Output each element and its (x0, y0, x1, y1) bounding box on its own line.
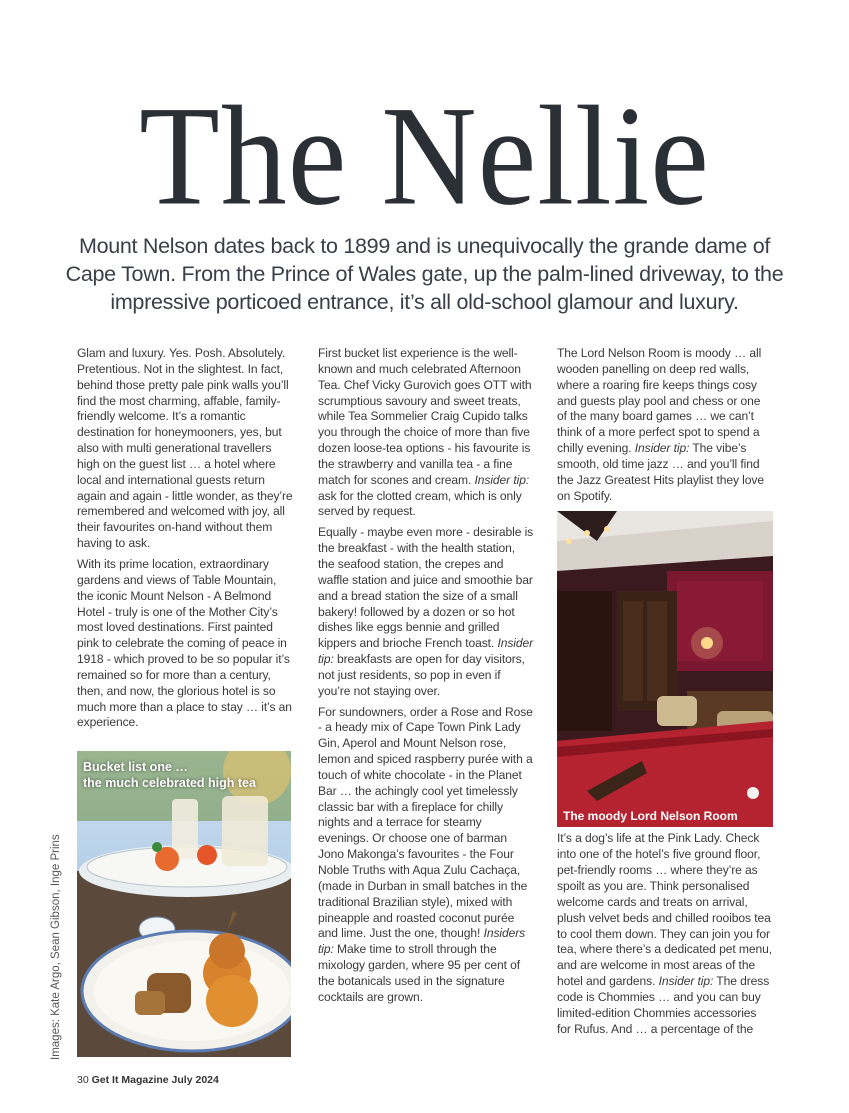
folio (77, 1074, 219, 1086)
paragraph-text: It’s a dog’s life at the Pink Lady. Check into one of the hotel’s five ground floor, pet-friendly rooms … where they’re as spoilt as you are. Think personalised welcome cards and treats on arrival, plush velvet beds and chilled rooibos tea to cool them down. They can join you for tea, where there’s a dedicated pet menu, and are welcome in most areas of the hotel and gardens. (557, 831, 772, 989)
high-tea-photo (77, 751, 291, 1057)
page-title: The Nellie (139, 76, 710, 235)
page-number: 30 (77, 1074, 89, 1086)
insider-tip-text: The dress code is Chommies … and you can buy limited-edition Chommies accessories for Rufus. And … a percentage of the (557, 974, 770, 1036)
caption-line: the much celebrated high tea (83, 776, 256, 790)
caption-line: Bucket list one … (83, 760, 188, 774)
insider-tip-label: Insider tip: (318, 636, 534, 667)
insider-tip-text: The vibe’s smooth, old time jazz … and you’ll find the Jazz Greatest Hits playlist they love on Spotify. (557, 441, 764, 503)
standfirst: Mount Nelson dates back to 1899 and is unequivocally the grande dame of Cape Town. From the Prince of Wales gate, up the palm-lined driveway, to the impressive porticoed entrance, it’s all old-school glamour and luxury. (65, 234, 784, 314)
insider-tip-label: Insider tip: (474, 472, 530, 487)
paragraph (557, 831, 773, 1037)
insider-tip-label: Insiders tip: (318, 926, 526, 957)
insider-tip-text: breakfasts are open for day visitors, not just residents, so pop in even if you’re not staying over. (318, 652, 525, 698)
insider-tip-text: ask for the clotted cream, which is only served by request. (318, 488, 522, 519)
insider-tip-label: Insider tip: (634, 441, 690, 456)
paragraph: Glam and luxury. Yes. Posh. Absolutely. Pretentious. Not in the slightest. In fact, behind those pretty pale pink walls you’ll find the most charming, affable, family-friendly welcome. It’s a romantic destination for honeymooners, yes, but also with multi generational travellers high on the guest list … a hotel where local and international guests return again and again - little wonder, as they’re remembered and welcomed with joy, all their favourites on-hand without them having to ask. (77, 346, 293, 551)
paragraph (318, 525, 534, 699)
issue-date: July 2024 (171, 1074, 219, 1086)
paragraph-text: The Lord Nelson Room is moody … all wooden panelling on deep red walls, where a roaring fire keeps things cosy and guests play pool and chess or one of the many board games … we can’t think of a more perfect spot to spend a chilly evening. (557, 346, 762, 456)
high-tea-illustration (77, 751, 291, 1057)
paragraph-text: For sundowners, order a Rose and Rose - a heady mix of Cape Town Pink Lady Gin, Aperol and Mount Nelson rose, lemon and spiced raspberry purée with a touch of white chocolate - in the Planet Bar … the achingly cool yet timelessly classic bar with a fireplace for chilly nights and a terrace for steamy evenings. Or choose one of barman Jono Makonga’s favourites - the Four Noble Truths with Aqua Zulu Cachaça, (made in Durban in small batches in the traditional Brazilian style), mixed with pineapple and roasted coconut purée and lime. Just the one, though! (318, 704, 533, 941)
magazine-name: Get It Magazine (91, 1074, 169, 1086)
photo-caption: The moody Lord Nelson Room (557, 805, 744, 827)
photo-caption (83, 759, 256, 791)
paragraph-text: First bucket list experience is the well-known and much celebrated Afternoon Tea. Chef Vicky Gurovich goes OTT with scrumptious savoury and sweet treats, while Tea Sommelier Craig Cupido talks you through the choice of more than five dozen loose-tea options - his favourite is the strawberry and vanilla tea - a fine match for scones and cream. (318, 346, 532, 487)
column-2 (318, 346, 534, 1011)
insider-tip-text: Make time to stroll through the mixology garden, where 95 per cent of the botanicals used in the signature cocktails are grown. (318, 942, 521, 1004)
insider-tip-label: Insider tip: (658, 974, 714, 989)
lord-nelson-room-illustration (557, 511, 773, 827)
paragraph: With its prime location, extraordinary gardens and views of Table Mountain, the iconic Mount Nelson - A Belmond Hotel - truly is one of the Mother City’s most loved destinations. First painted pink to celebrate the coming of peace in 1918 - which proved to be so popular it’s remained so for more than a century, then, and now, the glorious hotel is so much more than a place to stay … it’s an experience. (77, 556, 292, 730)
paragraph (318, 705, 534, 1006)
paragraph (318, 346, 534, 520)
paragraph (557, 346, 773, 504)
paragraph-text: Equally - maybe even more - desirable is the breakfast - with the health station, the seafood station, the crepes and waffle station and juice and smoothie bar and a bread station the size of a small bakery! followed by a dozen or so hot dishes like eggs bennie and grilled kippers and brioche French toast. (318, 525, 534, 651)
image-credit: Images: Kate Argo, Sean Gibson, Inge Prins (50, 834, 62, 1060)
column-1 (77, 346, 295, 736)
lord-nelson-room-photo (557, 511, 773, 827)
